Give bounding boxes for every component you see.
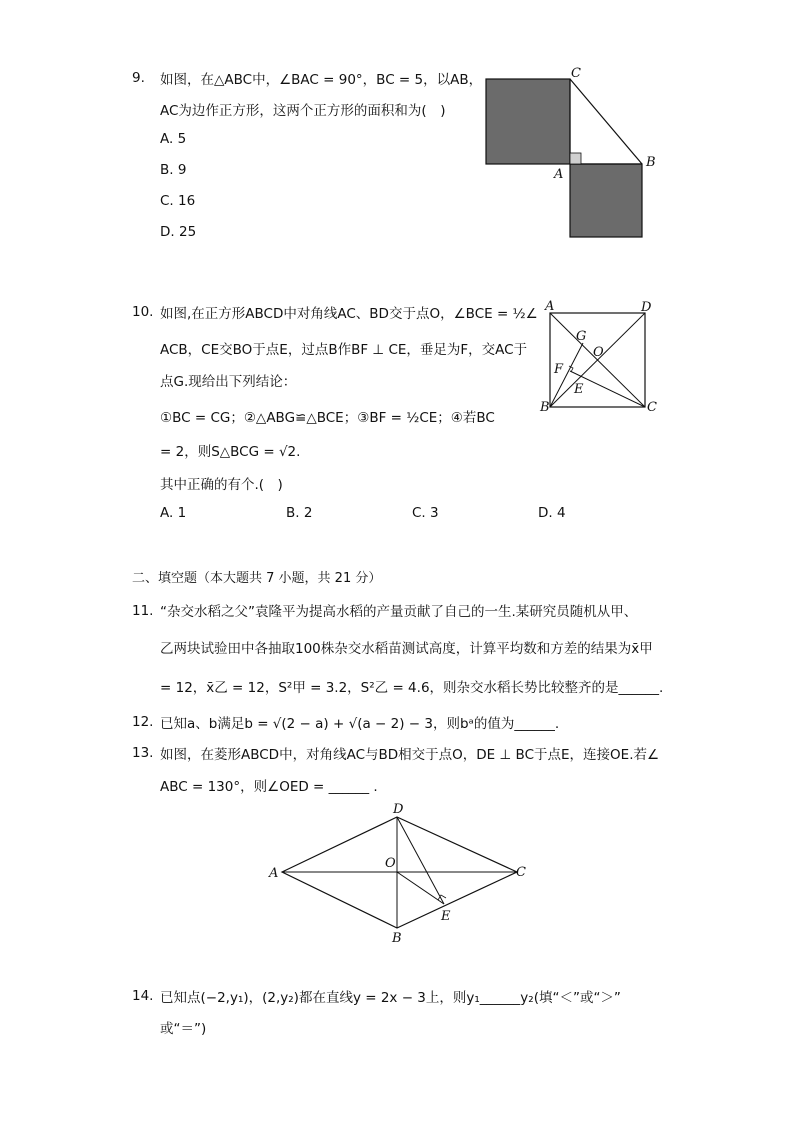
label-c: C bbox=[647, 400, 657, 415]
q10-text-line2: ACB，CE交BO于点E，过点B作BF ⊥ CE，垂足为F，交AC于 bbox=[160, 342, 528, 358]
label-c: C bbox=[516, 865, 526, 880]
q13-figure bbox=[262, 800, 537, 948]
q12-number: 12. bbox=[132, 714, 154, 730]
label-d: D bbox=[641, 300, 652, 315]
q10-text-line1: 如图,在正方形ABCD中对角线AC、BD交于点O，∠BCE = ½∠ bbox=[160, 306, 538, 322]
label-b: B bbox=[392, 931, 402, 946]
square-on-ab bbox=[570, 164, 642, 237]
q14-text-line2: 或“＝”) bbox=[160, 1021, 207, 1037]
square-on-ac bbox=[486, 79, 570, 164]
label-f: F bbox=[554, 362, 564, 377]
q10-number: 10. bbox=[132, 304, 154, 320]
q13-text-line1: 如图，在菱形ABCD中，对角线AC与BD相交于点O，DE ⊥ BC于点E，连接OE.若∠ bbox=[160, 747, 660, 763]
label-b: B bbox=[646, 155, 656, 170]
right-angle-mark bbox=[570, 153, 581, 164]
q13-number: 13. bbox=[132, 745, 154, 761]
q14-number: 14. bbox=[132, 988, 154, 1004]
label-o: O bbox=[593, 345, 604, 360]
q10-option-d: D. 4 bbox=[538, 505, 566, 521]
q10-figure bbox=[535, 295, 670, 425]
label-a: A bbox=[269, 866, 279, 881]
q10-option-c: C. 3 bbox=[412, 505, 439, 521]
label-e: E bbox=[441, 909, 451, 924]
segment-de bbox=[397, 817, 444, 904]
section-title: 二、填空题（本大题共 7 小题，共 21 分） bbox=[132, 571, 382, 586]
segment-oe bbox=[397, 872, 444, 904]
label-d: D bbox=[393, 802, 404, 817]
q11-text-line1: “杂交水稻之父”袁隆平为提高水稻的产量贡献了自己的一生.某研究员随机从甲、 bbox=[160, 604, 638, 620]
q10-text-line3: 点G.现给出下列结论： bbox=[160, 374, 297, 390]
q11-text-line2: 乙两块试验田中各抽取100株杂交水稻苗测试高度，计算平均数和方差的结果为x̄甲 bbox=[160, 641, 653, 657]
q9-number: 9. bbox=[132, 70, 145, 86]
q10-option-a: A. 1 bbox=[160, 505, 187, 521]
q9-figure bbox=[480, 62, 670, 244]
label-a: A bbox=[554, 167, 564, 182]
q9-text-line2: AC为边作正方形，这两个正方形的面积和为( ) bbox=[160, 103, 446, 119]
q12-text-line1: 已知a、b满足b = √(2 − a) + √(a − 2) − 3，则bᵃ的值为______. bbox=[160, 716, 560, 732]
q10-text-line5: = 2，则S△BCG = √2. bbox=[160, 444, 301, 460]
q10-text-line4: ①BC = CG；②△ABG≌△BCE；③BF = ½CE；④若BC bbox=[160, 410, 495, 426]
label-e: E bbox=[574, 382, 584, 397]
label-g: G bbox=[576, 329, 587, 344]
q9-text-line1: 如图，在△ABC中，∠BAC = 90°，BC = 5，以AB， bbox=[160, 72, 483, 88]
label-o: O bbox=[385, 856, 396, 871]
segment-bc bbox=[570, 79, 642, 164]
label-b: B bbox=[540, 400, 550, 415]
q9-option-a: A. 5 bbox=[160, 131, 187, 147]
q11-text-line3: = 12，x̄乙 = 12，S²甲 = 3.2，S²乙 = 4.6，则杂交水稻长势比较整齐的是______. bbox=[160, 680, 664, 696]
q13-text-line2: ABC = 130°，则∠OED = ______ . bbox=[160, 779, 378, 795]
q9-option-c: C. 16 bbox=[160, 193, 196, 209]
q14-text-line1: 已知点(−2,y₁)，(2,y₂)都在直线y = 2x − 3上，则y₁______y₂(填“＜”或“＞” bbox=[160, 990, 621, 1006]
q9-option-b: B. 9 bbox=[160, 162, 187, 178]
q11-number: 11. bbox=[132, 603, 154, 619]
label-c: C bbox=[571, 66, 581, 81]
label-a: A bbox=[545, 299, 555, 314]
q10-text-line6: 其中正确的有个.( ) bbox=[160, 477, 283, 493]
q10-option-b: B. 2 bbox=[286, 505, 313, 521]
q9-option-d: D. 25 bbox=[160, 224, 197, 240]
